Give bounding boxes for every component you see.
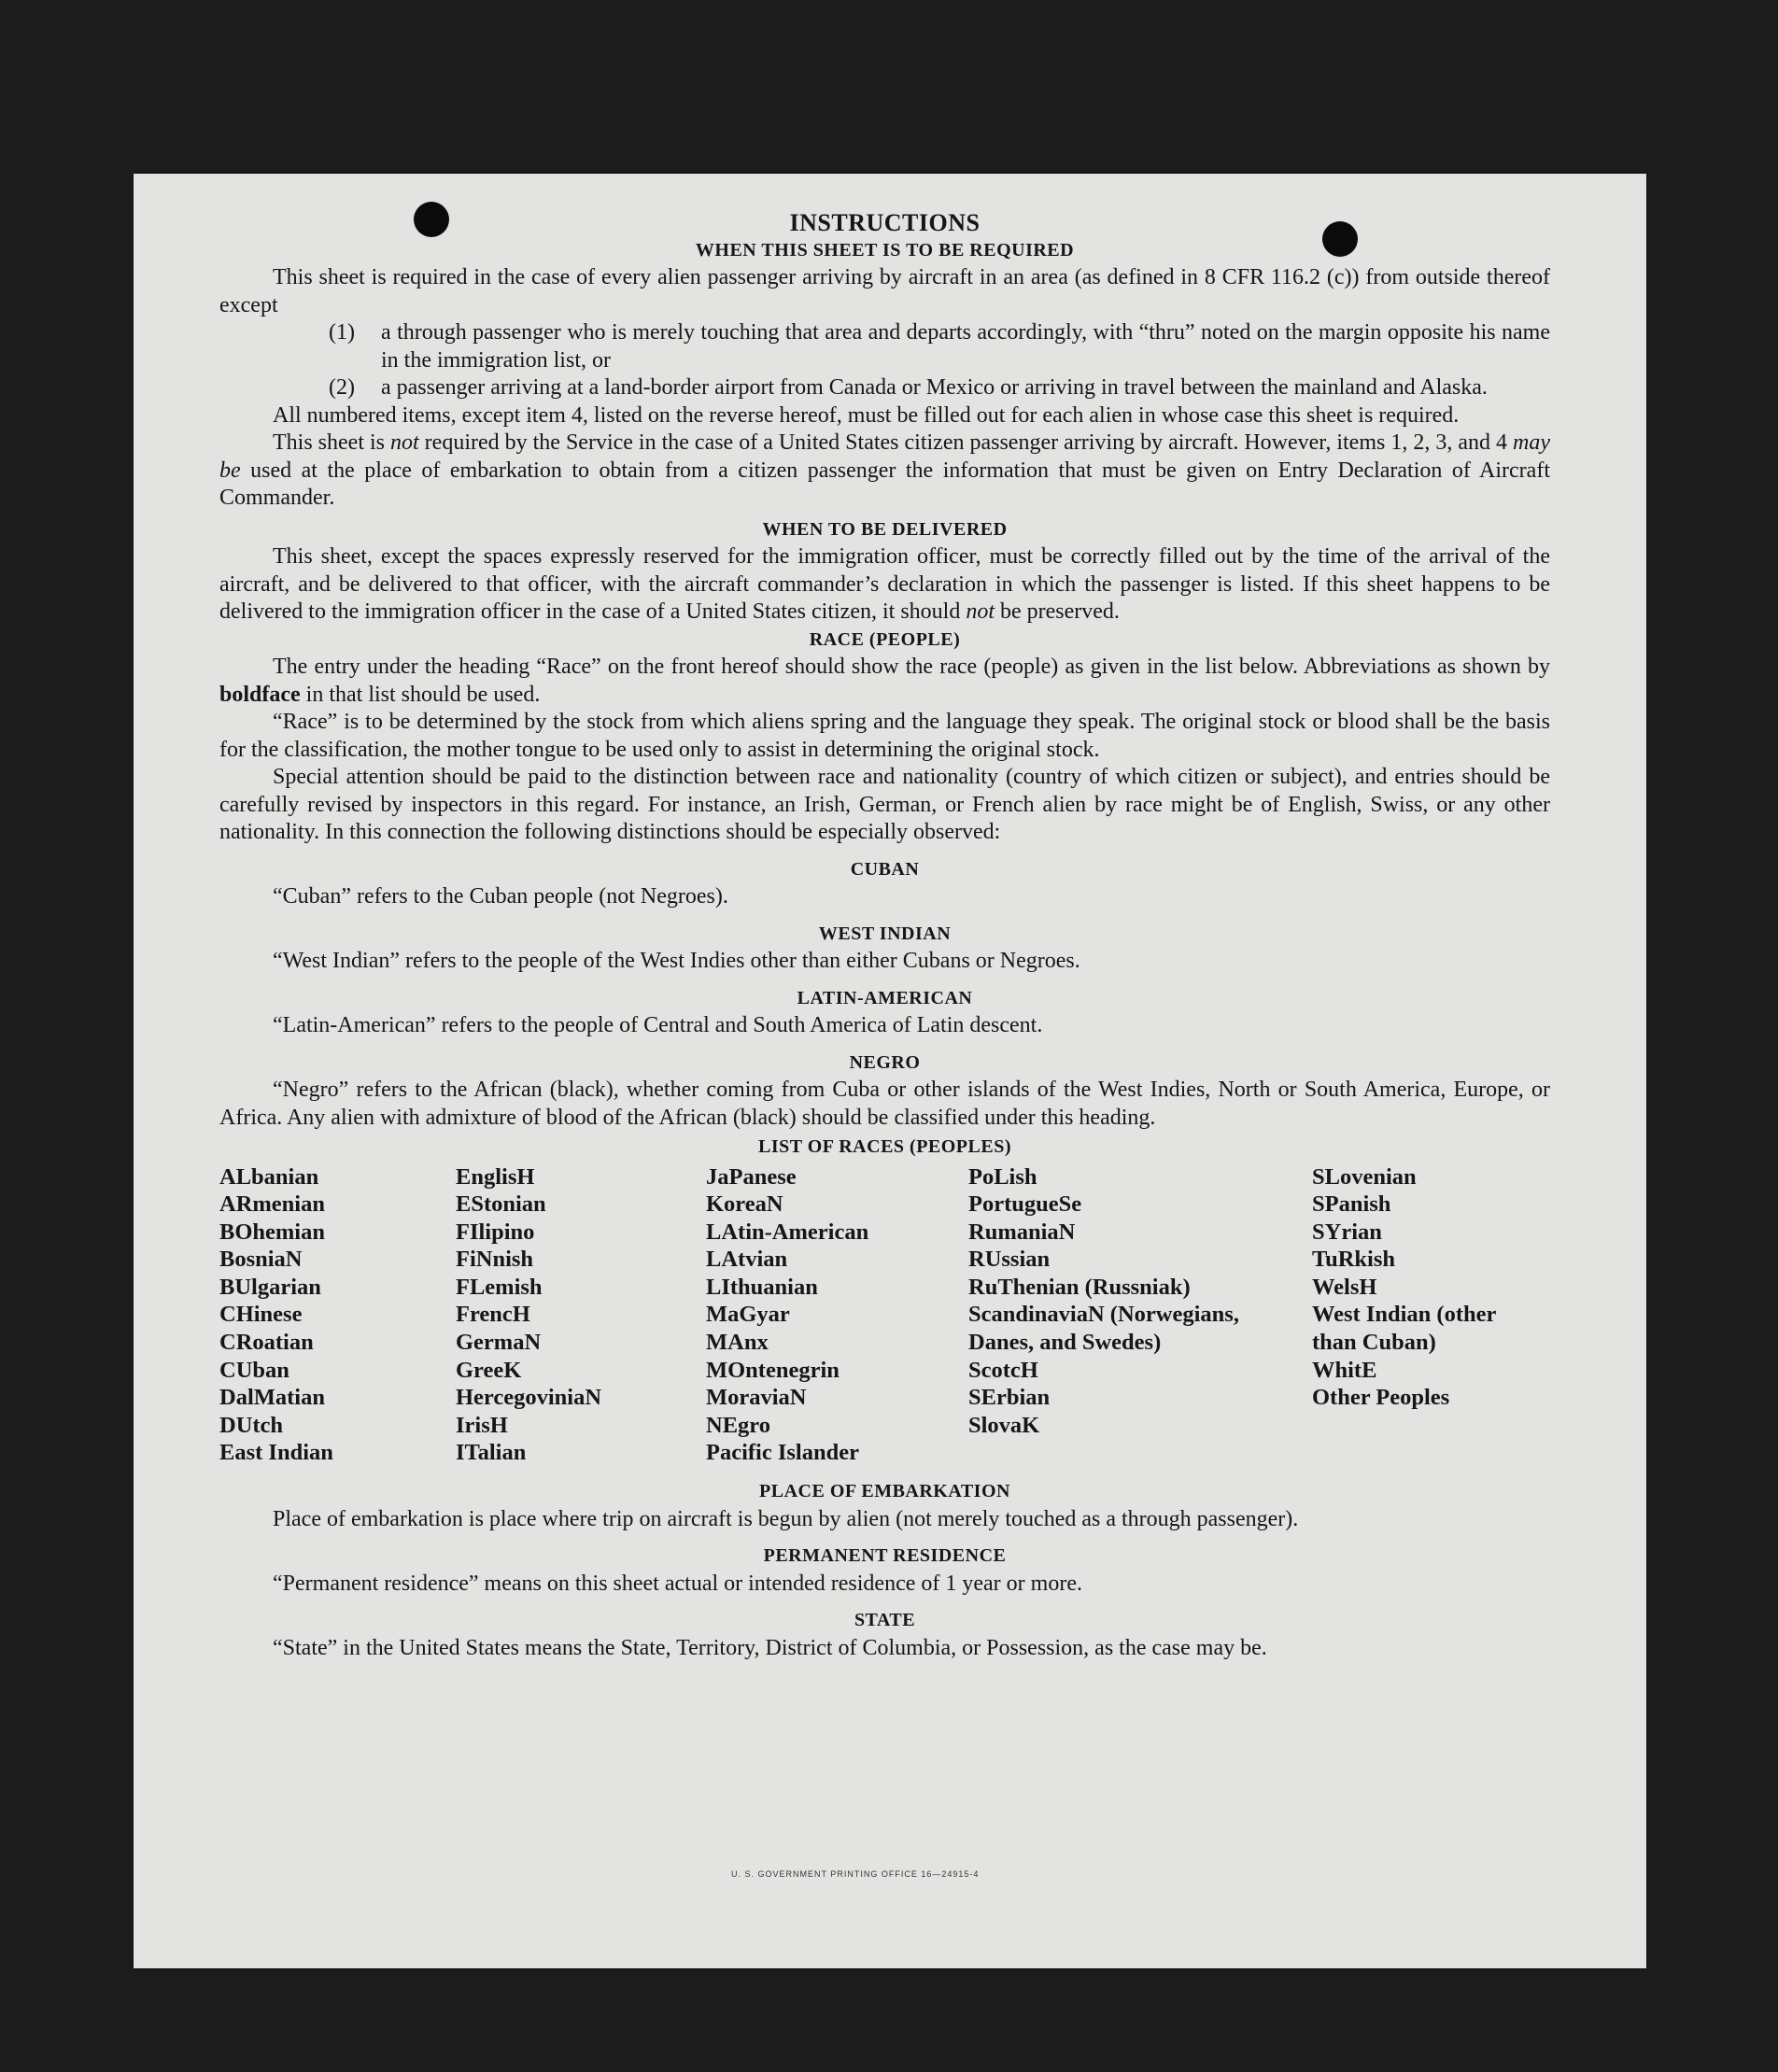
race-item: SYrian: [1312, 1219, 1382, 1245]
races-column-1: [219, 1163, 456, 1468]
race-item: MaGyar: [706, 1302, 790, 1328]
race-item: CRoatian: [219, 1330, 314, 1356]
race-item: RumaniaN: [968, 1219, 1076, 1245]
race-item: SlovaK: [968, 1412, 1040, 1438]
exception-item-2: [219, 374, 1550, 402]
race-item: ARmenian: [219, 1191, 325, 1218]
race-item: GermaN: [456, 1330, 542, 1356]
race-item: EStonian: [456, 1191, 546, 1218]
race-item: PortugueSe: [968, 1191, 1082, 1218]
race-item: Other Peoples: [1312, 1385, 1450, 1411]
race-item: WelsH: [1312, 1274, 1377, 1300]
race-item: PoLish: [968, 1163, 1037, 1190]
paragraph-numbered-items: All numbered items, except item 4, listed on the reverse hereof, must be filled out for each alien in whose case this sheet is required.: [273, 402, 1460, 428]
race-item: MoraviaN: [706, 1385, 807, 1411]
race-item: FIlipino: [456, 1219, 535, 1245]
races-list: [219, 1163, 1550, 1468]
page-title: INSTRUCTIONS: [789, 209, 981, 236]
exception-item-1: [219, 319, 1550, 374]
race-item: MOntenegrin: [706, 1357, 840, 1383]
race-item: IrisH: [456, 1412, 508, 1438]
race-item: KoreaN: [706, 1191, 783, 1218]
paragraph-negro: “Negro” refers to the African (black), whether coming from Cuba or other islands of the West Indies, North or South America, Europe, or Africa. Any alien with admixture of blood of the African (black) should be classified under this heading.: [219, 1078, 1550, 1130]
race-item: SErbian: [968, 1385, 1051, 1411]
race-item: ScandinaviaN (Norwegians, Danes, and Swedes): [968, 1302, 1239, 1356]
race-item: BOhemian: [219, 1219, 325, 1245]
printing-office-footer: U. S. GOVERNMENT PRINTING OFFICE 16—24915-4: [731, 1869, 980, 1879]
paragraph-citizen: This sheet is not required by the Service in the case of a United States citizen passenger arriving by aircraft. However, items 1, 2, 3, and 4 may be used at the place of embarkation to obtain from a citizen passenger the information that must be given on Entry Declaration of Aircraft Commander.: [219, 430, 1550, 510]
exception-text: a passenger arriving at a land-border airport from Canada or Mexico or arriving in travel between the mainland and Alaska.: [381, 375, 1488, 400]
exception-text: a through passenger who is merely touching that area and departs accordingly, with “thru” noted on the margin opposite his name in the immigration list, or: [381, 320, 1550, 373]
document-body: [219, 209, 1550, 1662]
race-item: FiNnish: [456, 1247, 534, 1273]
paragraph-embarkation: Place of embarkation is place where trip on aircraft is begun by alien (not merely touched as a through passenger).: [273, 1506, 1299, 1531]
race-item: DalMatian: [219, 1385, 325, 1411]
race-item: BUlgarian: [219, 1274, 321, 1300]
heading-place-of-embarkation: PLACE OF EMBARKATION: [759, 1481, 1010, 1502]
race-item: ScotcH: [968, 1357, 1038, 1383]
race-item: RuThenian (Russniak): [968, 1274, 1191, 1300]
heading-list-of-races: LIST OF RACES (PEOPLES): [757, 1136, 1011, 1157]
race-item: RUssian: [968, 1247, 1051, 1273]
race-item: East Indian: [219, 1440, 333, 1466]
paragraph-latin-american: “Latin-American” refers to the people of Central and South America of Latin descent.: [273, 1013, 1043, 1037]
heading-when-required: WHEN THIS SHEET IS TO BE REQUIRED: [695, 239, 1075, 261]
paragraph-state: “State” in the United States means the State, Territory, District of Columbia, or Possession, as the case may be.: [273, 1635, 1267, 1660]
race-item: SPanish: [1312, 1191, 1391, 1218]
instruction-sheet: [134, 174, 1646, 1968]
races-column-3: [706, 1163, 968, 1468]
race-item: MAnx: [706, 1330, 769, 1356]
race-item: FLemish: [456, 1274, 543, 1300]
paragraph-residence: “Permanent residence” means on this sheet actual or intended residence of 1 year or more.: [273, 1571, 1082, 1596]
paragraph-west-indian: “West Indian” refers to the people of the West Indies other than either Cubans or Negroes.: [273, 949, 1080, 973]
race-item: SLovenian: [1312, 1163, 1417, 1190]
exception-number: (2): [329, 375, 355, 400]
races-column-2: [456, 1163, 706, 1468]
heading-latin-american: LATIN-AMERICAN: [797, 987, 973, 1008]
race-item: LAtin-American: [706, 1219, 869, 1245]
race-item: BosniaN: [219, 1247, 303, 1273]
paragraph-cuban: “Cuban” refers to the Cuban people (not Negroes).: [273, 884, 728, 909]
heading-when-delivered: WHEN TO BE DELIVERED: [762, 518, 1008, 540]
race-item: EnglisH: [456, 1163, 535, 1190]
race-item: DUtch: [219, 1412, 284, 1438]
race-item: Pacific Islander: [706, 1440, 859, 1466]
race-item: FrencH: [456, 1302, 530, 1328]
race-item: GreeK: [456, 1357, 522, 1383]
race-item: ALbanian: [219, 1163, 319, 1190]
race-item: NEgro: [706, 1412, 770, 1438]
heading-state: STATE: [854, 1610, 916, 1631]
exception-number: (1): [329, 320, 355, 345]
heading-cuban: CUBAN: [850, 858, 920, 880]
race-item: CUban: [219, 1357, 289, 1383]
race-item: LAtvian: [706, 1247, 788, 1273]
race-item: HercegoviniaN: [456, 1385, 602, 1411]
race-item: CHinese: [219, 1302, 303, 1328]
race-item: TuRkish: [1312, 1247, 1396, 1273]
races-column-5: [1312, 1163, 1550, 1468]
paragraph-race-3: Special attention should be paid to the distinction between race and nationality (country of which citizen or subject), and entries should be carefully revised by inspectors in this regard. For instance, an Irish, German, or French alien by race might be of English, Swiss, or any other nationality. In this connection the following distinctions should be especially observed:: [219, 765, 1550, 844]
race-item: JaPanese: [706, 1163, 797, 1190]
race-item: WhitE: [1312, 1357, 1377, 1383]
races-column-4: [968, 1163, 1312, 1468]
paragraph-delivered: This sheet, except the spaces expressly reserved for the immigration officer, must be correctly filled out by the time of the arrival of the aircraft, and be delivered to that officer, with the aircraft commander’s declaration in which the passenger is listed. If this sheet happens to be delivered to the immigration officer in the case of a United States citizen, it should not be preserved.: [219, 544, 1550, 624]
heading-west-indian: WEST INDIAN: [818, 923, 952, 944]
paragraph-race-1: The entry under the heading “Race” on the front hereof should show the race (people) as given in the list below. Abbreviations as shown by boldface in that list should be used.: [219, 655, 1550, 707]
paragraph-intro: This sheet is required in the case of every alien passenger arriving by aircraft in an area (as defined in 8 CFR 116.2 (c)) from outside thereof except: [219, 265, 1550, 317]
paragraph-race-2: “Race” is to be determined by the stock from which aliens spring and the language they speak. The original stock or blood shall be the basis for the classification, the mother tongue to be used only to assist in determining the original stock.: [219, 710, 1550, 762]
race-item: ITalian: [456, 1440, 527, 1466]
heading-race: RACE (PEOPLE): [809, 628, 961, 650]
race-item: LIthuanian: [706, 1274, 818, 1300]
race-item: West Indian (other than Cuban): [1312, 1302, 1496, 1356]
heading-permanent-residence: PERMANENT RESIDENCE: [763, 1545, 1007, 1567]
heading-negro: NEGRO: [849, 1051, 921, 1073]
